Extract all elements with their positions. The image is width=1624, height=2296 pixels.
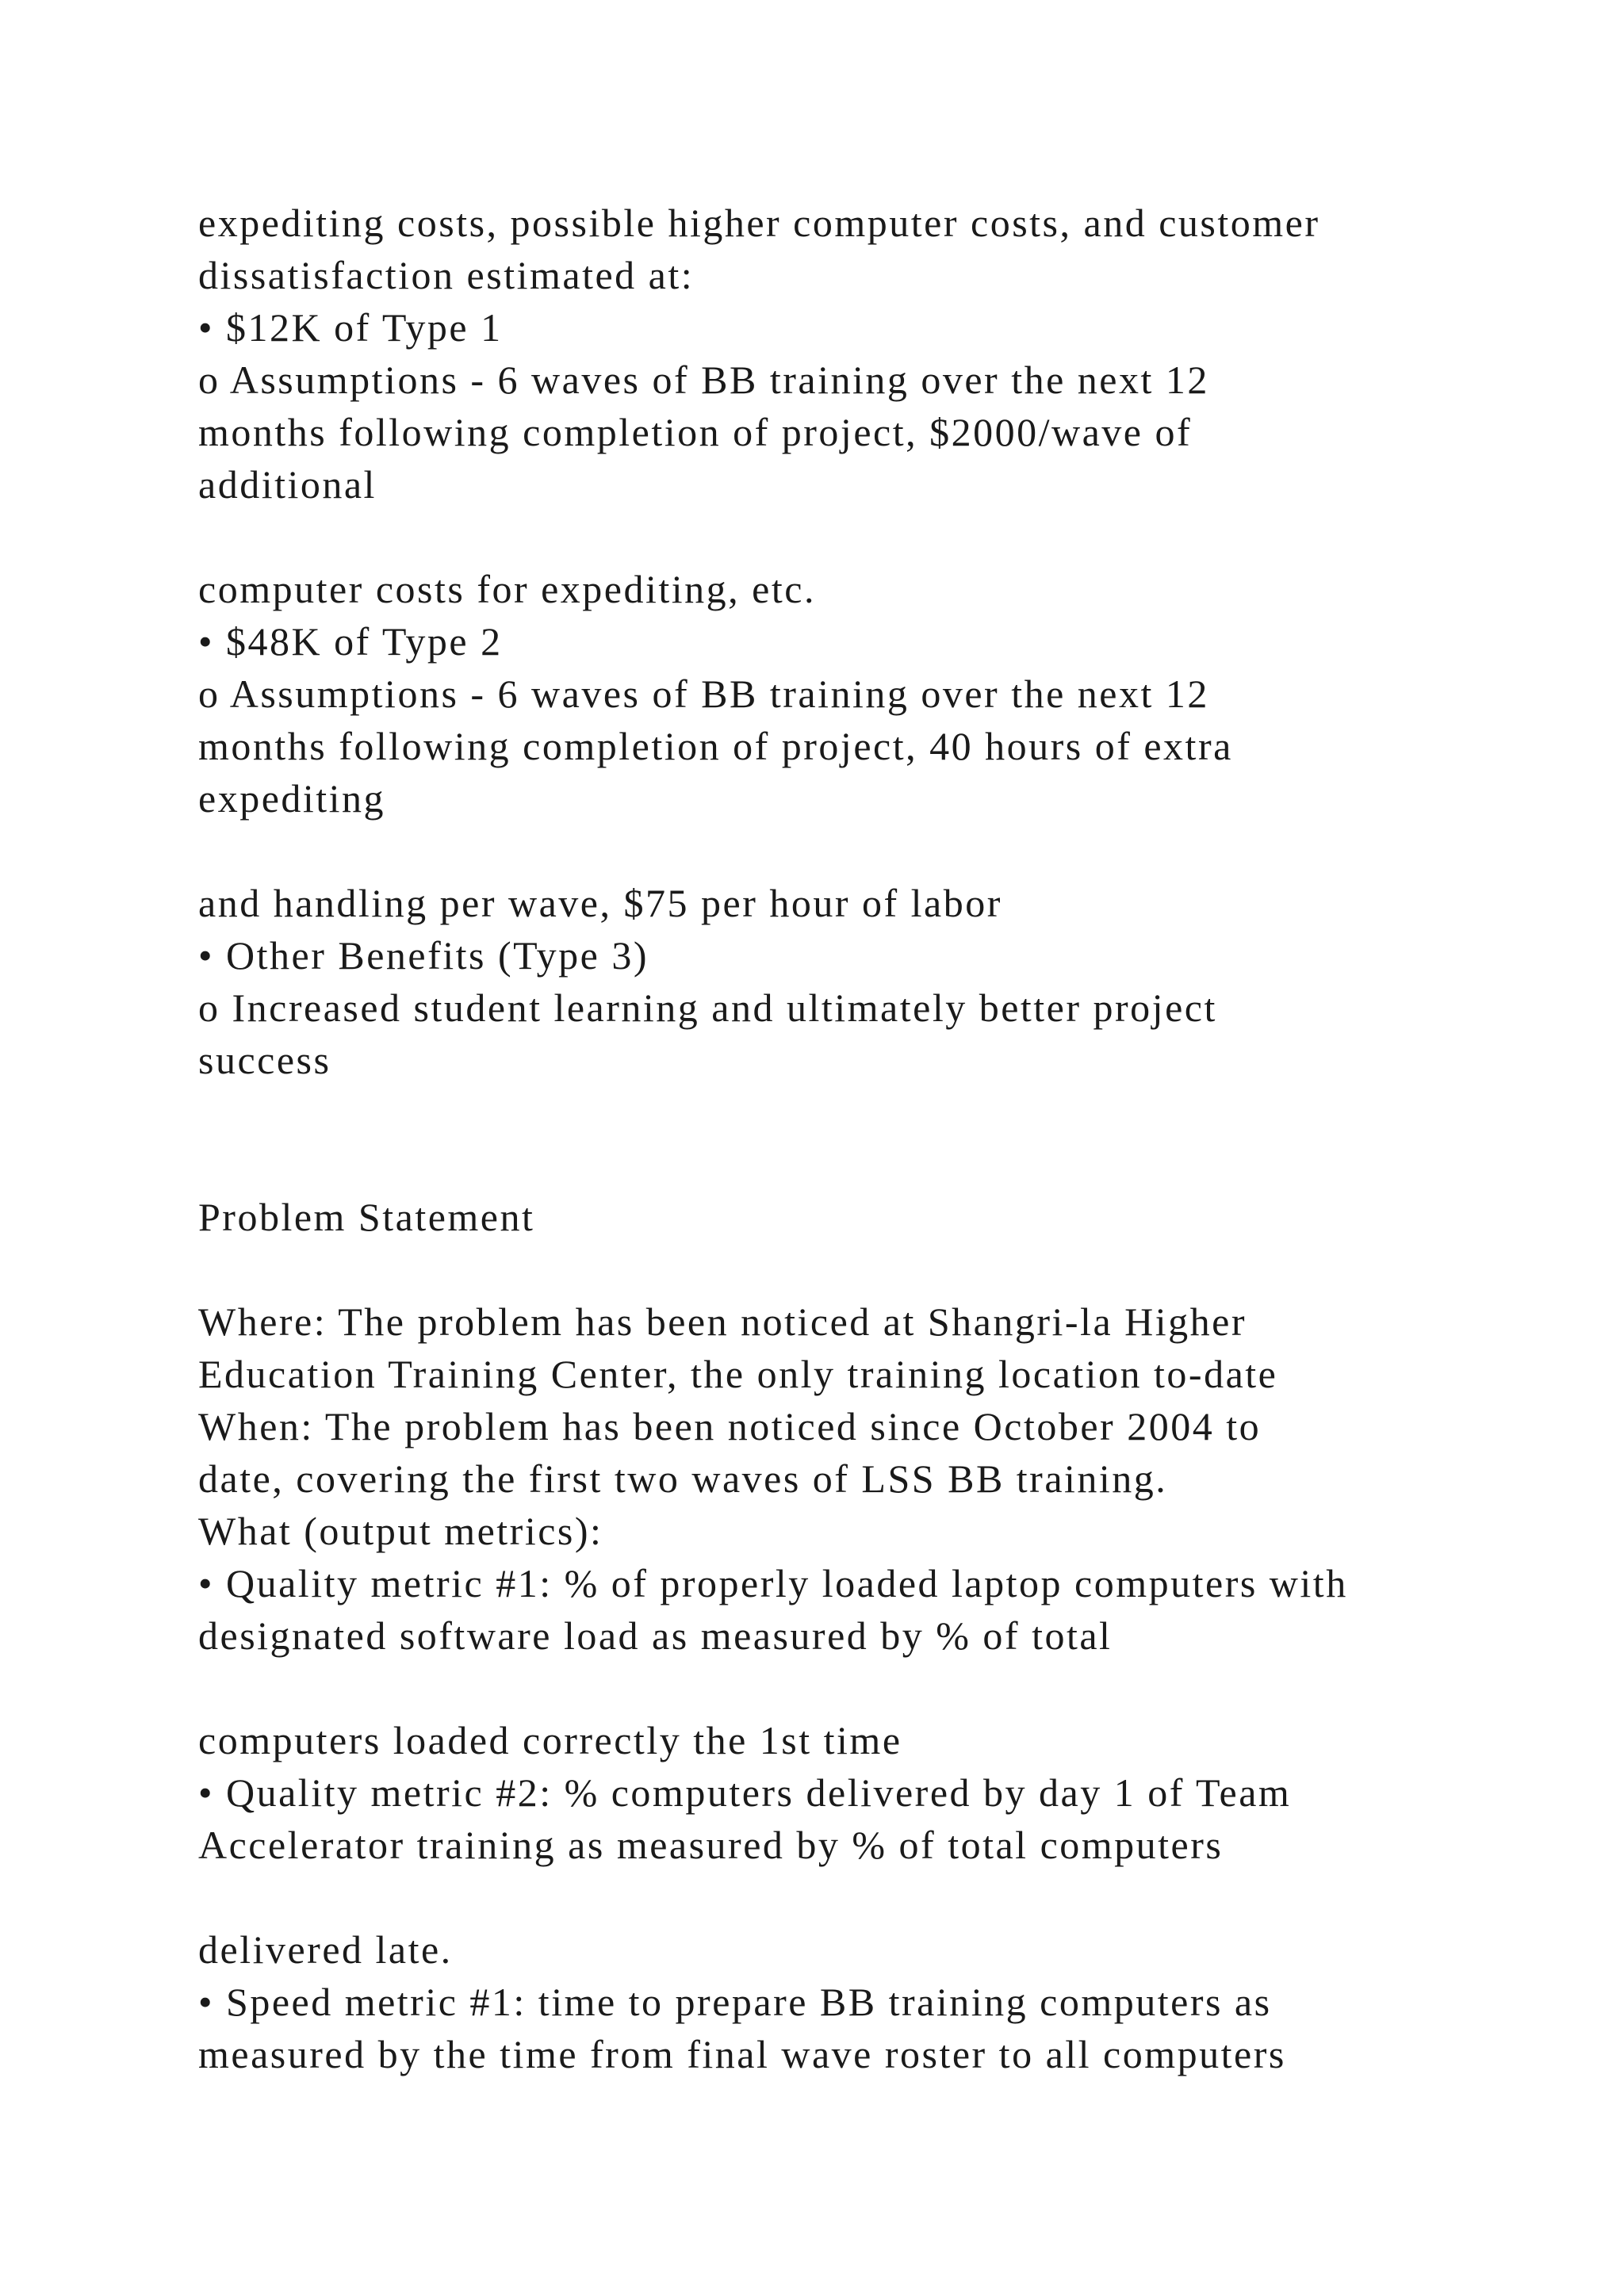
sub-bullet-item: o Assumptions - 6 waves of BB training over the next 12 xyxy=(198,358,1209,402)
text-line: computers loaded correctly the 1st time xyxy=(198,1718,902,1762)
text-line: computer costs for expediting, etc. xyxy=(198,567,816,611)
text-line: measured by the time from final wave roster to all computers xyxy=(198,2032,1286,2076)
text-line: expediting xyxy=(198,776,386,821)
text-line: additional xyxy=(198,462,377,507)
text-line: success xyxy=(198,1038,331,1082)
section-heading: Problem Statement xyxy=(198,1195,535,1239)
bullet-item: • $12K of Type 1 xyxy=(198,305,503,350)
text-line: delivered late. xyxy=(198,1927,453,1972)
text-line: months following completion of project, $2000/wave of xyxy=(198,410,1193,454)
text-line: designated software load as measured by % of total xyxy=(198,1613,1113,1658)
sub-bullet-item: o Assumptions - 6 waves of BB training over the next 12 xyxy=(198,672,1209,716)
text-line: and handling per wave, $75 per hour of labor xyxy=(198,881,1002,925)
text-line: dissatisfaction estimated at: xyxy=(198,253,695,297)
bullet-item: • Quality metric #2: % computers delivered by day 1 of Team xyxy=(198,1770,1292,1815)
bullet-item: • $48K of Type 2 xyxy=(198,619,503,664)
text-line: expediting costs, possible higher computer costs, and customer xyxy=(198,201,1320,245)
bullet-item: • Quality metric #1: % of properly loaded laptop computers with xyxy=(198,1561,1348,1605)
text-line: months following completion of project, 40 hours of extra xyxy=(198,724,1233,768)
text-line: Where: The problem has been noticed at Shangri-la Higher xyxy=(198,1299,1247,1344)
text-line: What (output metrics): xyxy=(198,1509,603,1553)
text-line: Accelerator training as measured by % of total computers xyxy=(198,1823,1224,1867)
bullet-item: • Other Benefits (Type 3) xyxy=(198,933,649,978)
text-line: Education Training Center, the only training location to-date xyxy=(198,1352,1278,1396)
text-line: When: The problem has been noticed since October 2004 to xyxy=(198,1404,1262,1448)
bullet-item: • Speed metric #1: time to prepare BB training computers as xyxy=(198,1980,1272,2024)
text-line: date, covering the first two waves of LSS BB training. xyxy=(198,1456,1168,1501)
sub-bullet-item: o Increased student learning and ultimately better project xyxy=(198,985,1217,1030)
